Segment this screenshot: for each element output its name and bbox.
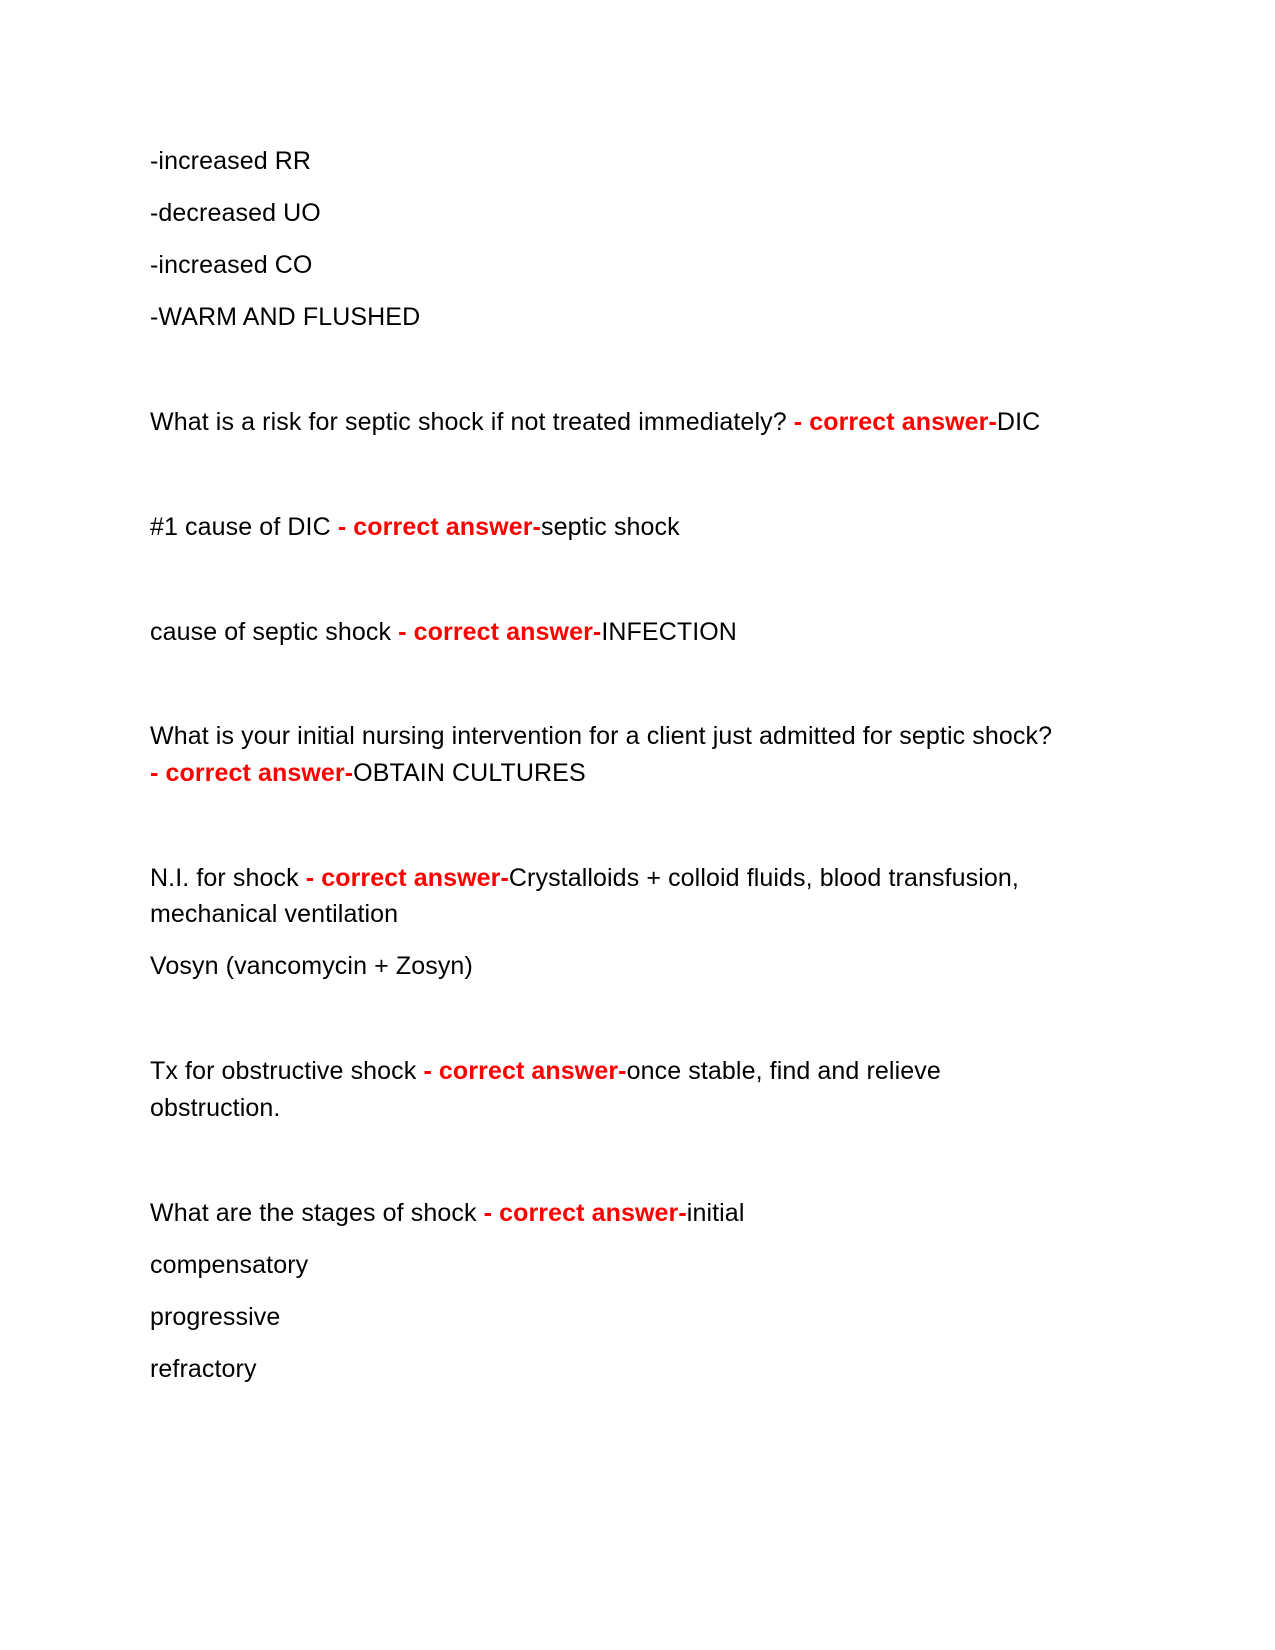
correct-answer-marker: - correct answer-	[305, 864, 509, 892]
answer-text: INFECTION	[601, 618, 737, 646]
correct-answer-marker: - correct answer-	[398, 618, 602, 646]
answer-text: initial	[686, 1199, 745, 1227]
answer-continuation: mechanical ventilation	[150, 900, 399, 928]
list-item: refractory	[150, 1355, 257, 1383]
question-text: Tx for obstructive shock	[150, 1057, 424, 1085]
question-text: What are the stages of shock	[150, 1199, 484, 1227]
correct-answer-marker: - correct answer-	[337, 513, 541, 541]
flashcard	[150, 613, 1160, 651]
question-text: #1 cause of DIC	[150, 513, 338, 541]
list-item: -decreased UO	[150, 199, 321, 227]
flashcard	[150, 1194, 1160, 1232]
correct-answer-marker: - correct answer-	[423, 1057, 627, 1085]
question-text: What is a risk for septic shock if not treated immediately?	[150, 408, 794, 436]
question-text: What is your initial nursing intervention for a client just admitted for septic shock?	[150, 722, 1053, 750]
flashcard	[150, 859, 1160, 897]
list-item: progressive	[150, 1303, 281, 1331]
list-item: -WARM AND FLUSHED	[150, 303, 421, 331]
flashcard	[150, 508, 1160, 546]
question-text: N.I. for shock	[150, 864, 306, 892]
answer-text: OBTAIN CULTURES	[353, 759, 586, 787]
flashcard	[150, 1052, 1160, 1090]
list-item: -increased RR	[150, 147, 312, 175]
answer-text: Crystalloids + colloid fluids, blood transfusion,	[508, 864, 1019, 892]
correct-answer-marker: - correct answer-	[793, 408, 997, 436]
answer-continuation: obstruction.	[150, 1094, 281, 1122]
answer-text: DIC	[996, 408, 1041, 436]
list-item: -increased CO	[150, 251, 313, 279]
list-item: compensatory	[150, 1251, 309, 1279]
flashcard-answer-line	[150, 754, 1160, 792]
answer-text: once stable, find and relieve	[626, 1057, 941, 1085]
answer-extra: Vosyn (vancomycin + Zosyn)	[150, 952, 473, 980]
correct-answer-marker: - correct answer-	[150, 759, 354, 787]
answer-text: septic shock	[540, 513, 680, 541]
flashcard	[150, 403, 1160, 441]
question-text: cause of septic shock	[150, 618, 399, 646]
correct-answer-marker: - correct answer-	[483, 1199, 687, 1227]
